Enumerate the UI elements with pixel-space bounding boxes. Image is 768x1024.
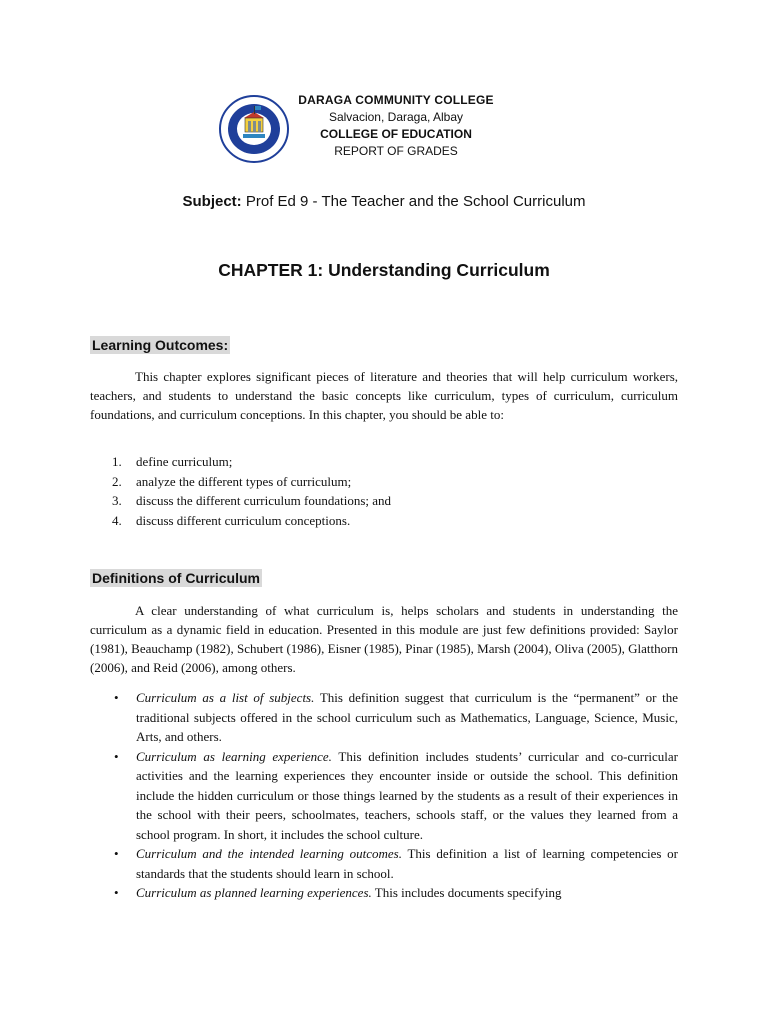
list-item <box>90 844 678 883</box>
list-item <box>90 511 650 531</box>
definitions-list <box>90 688 678 903</box>
department-name: COLLEGE OF EDUCATION <box>320 127 472 141</box>
bullet-icon: • <box>114 748 119 764</box>
learning-outcomes-list <box>90 452 650 530</box>
bullet-icon: • <box>114 885 119 900</box>
list-number: 1. <box>112 454 122 469</box>
definition-term: Curriculum as learning experience. <box>136 748 332 764</box>
subject-line <box>0 193 768 210</box>
list-item-text: define curriculum; <box>136 454 233 469</box>
list-item <box>90 491 650 511</box>
college-address: Salvacion, Daraga, Albay <box>328 110 464 124</box>
list-item-text: discuss the different curriculum foundations; and <box>136 493 392 508</box>
definitions-intro: A clear understanding of what curriculum is, helps scholars and students in understanding the curriculum as a dynamic field in education. Presented in this module are just few definitions provided: Saylor (1981), Beauchamp (1982), Schubert (1986), Eisner (1985), Pinar (1985), Marsh (2004), Oliva (2005), Glatthorn (2006), and Reid (2006), among others. <box>90 603 678 675</box>
learning-outcomes-intro: This chapter explores significant pieces of literature and theories that will help curriculum workers, teachers, and students to understand the basic concepts like curriculum, types of curriculum, curriculum foundations, and curriculum conceptions. In this chapter, you should be able to: <box>90 369 678 422</box>
subject-value: Prof Ed 9 - The Teacher and the School Curriculum <box>245 193 586 210</box>
list-item <box>90 883 678 903</box>
list-number: 3. <box>112 493 122 508</box>
definition-term: Curriculum and the intended learning outcomes. <box>136 846 402 861</box>
list-number: 4. <box>112 512 122 528</box>
learning-outcomes-heading: Learning Outcomes: <box>92 337 229 353</box>
list-number: 2. <box>112 473 122 489</box>
header-text-block <box>278 92 514 160</box>
definition-text: This definition a list of learning competencies or standards that the students should learn in school. <box>136 846 678 881</box>
definition-text: This definition includes students’ curricular and co-curricular activities and the learning experiences they encounter inside or outside the school. This definition include the hidden curriculum or those things learned by the students as a result of their experiences in the school with their peers, schoolmates, teachers, schools staff, or the values they learned from a school program. In short, it includes the school culture. <box>136 748 678 842</box>
definition-text: This definition suggest that curriculum is the “permanent” or the traditional subjects offered in the school curriculum such as Mathematics, Language, Science, Music, Arts, and others. <box>136 690 678 744</box>
bullet-icon: • <box>114 846 119 861</box>
definition-term: Curriculum as a list of subjects. <box>136 690 315 705</box>
definition-text: This includes documents specifying <box>371 885 562 900</box>
list-item <box>90 472 650 492</box>
list-item-text: discuss different curriculum conceptions. <box>136 512 351 528</box>
report-title: REPORT OF GRADES <box>334 144 458 158</box>
subject-label: Subject: <box>182 193 242 210</box>
bullet-icon: • <box>114 690 119 705</box>
list-item <box>90 688 678 747</box>
definition-term: Curriculum as planned learning experiences. <box>136 885 372 900</box>
document-header <box>218 92 518 164</box>
list-item-text: analyze the different types of curriculum; <box>136 473 352 489</box>
list-item <box>90 747 678 845</box>
list-item <box>90 452 650 472</box>
definitions-heading: Definitions of Curriculum <box>92 570 260 586</box>
college-name: DARAGA COMMUNITY COLLEGE <box>298 93 494 107</box>
chapter-title: CHAPTER 1: Understanding Curriculum <box>218 260 550 280</box>
